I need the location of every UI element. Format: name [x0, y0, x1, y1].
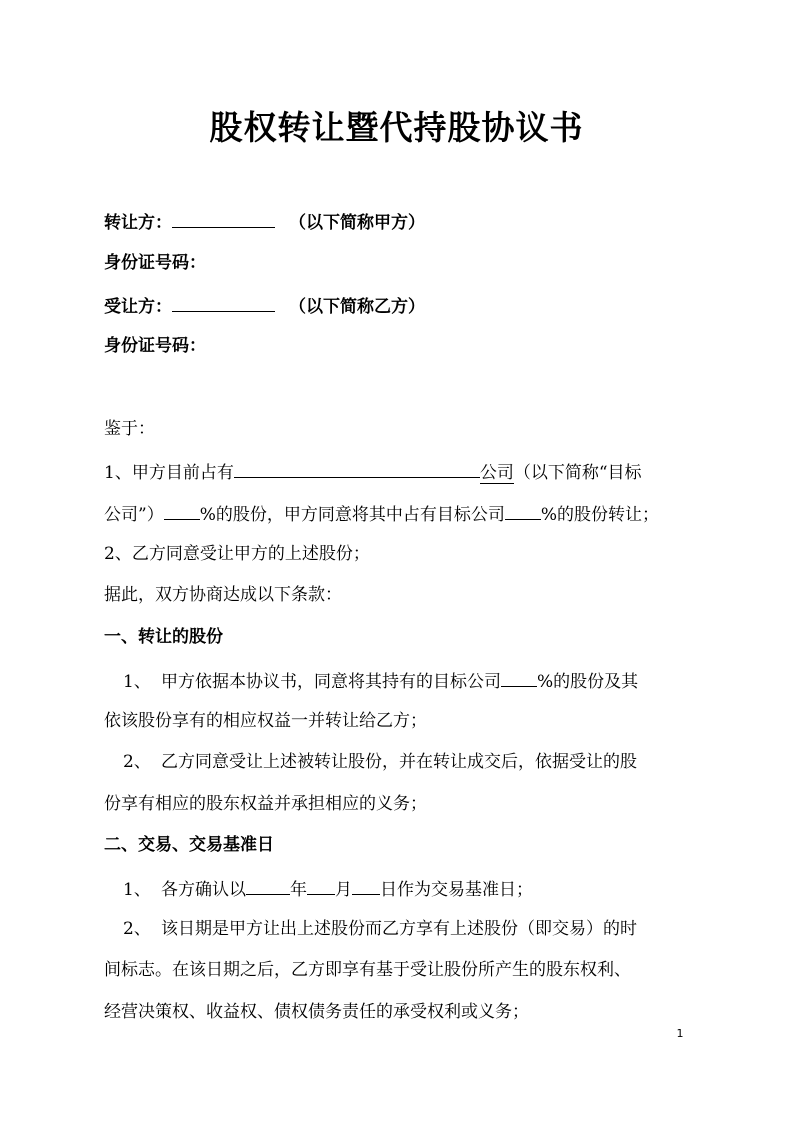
share-percent-blank	[501, 667, 537, 687]
transferor-name-blank	[172, 208, 275, 228]
recital-1-abbrev: （以下简称“目标	[513, 463, 642, 483]
section-1-item-2-line-1	[123, 750, 708, 774]
recital-1-line-1	[104, 458, 689, 485]
item-text: 乙方同意受让上述被转让股份，并在转让成交后，依据受让的股	[161, 752, 637, 772]
section-1-heading: 一、转让的股份	[104, 627, 223, 647]
section-1-item-1-line-1	[123, 667, 708, 694]
total-percent-blank	[164, 500, 200, 520]
transferor-note: （以下简称甲方）	[289, 213, 425, 233]
recital-2: 2、乙方同意受让甲方的上述股份；	[104, 544, 370, 564]
transferee-note: （以下简称乙方）	[289, 297, 425, 317]
item-number: 1、	[123, 880, 151, 900]
page-number: 1	[676, 1027, 684, 1040]
item-text-end: %的股份及其	[537, 672, 639, 692]
month-blank	[307, 875, 335, 895]
section-1-item-1-line-2: 依该股份享有的相应权益一并转让给乙方；	[104, 711, 427, 731]
recital-1-share-text: %的股份，甲方同意将其中占有目标公司	[199, 505, 505, 525]
item-text: 各方确认以	[161, 880, 246, 900]
recital-1-company-close: 公司”）	[104, 505, 164, 525]
whereas-label: 鉴于：	[104, 419, 155, 439]
transferor-label: 转让方：	[104, 213, 172, 233]
transferee-label: 受让方：	[104, 297, 172, 317]
recital-1-line-2	[104, 500, 689, 527]
recital-1-company: 公司	[479, 463, 514, 483]
item-text: 甲方依据本协议书，同意将其持有的目标公司	[161, 672, 501, 692]
item-text: 该日期是甲方让出上述股份而乙方享有上述股份（即交易）的时	[161, 919, 637, 939]
transferee-name-blank	[172, 292, 275, 312]
section-2-item-2-line-1	[123, 917, 708, 941]
transferee-id-label: 身份证号码：	[104, 336, 206, 356]
section-1-item-2-line-2: 份享有相应的股东权益并承担相应的义务；	[104, 794, 427, 814]
document-title: 股权转让暨代持股协议书	[209, 108, 584, 147]
company-name-blank	[234, 458, 480, 478]
day-blank	[352, 875, 380, 895]
transferor-id-label: 身份证号码：	[104, 253, 206, 273]
transfer-percent-blank	[505, 500, 541, 520]
year-blank	[246, 875, 290, 895]
section-2-heading: 二、交易、交易基准日	[104, 835, 274, 855]
item-number: 1、	[123, 672, 151, 692]
item-number: 2、	[123, 752, 151, 772]
year-label: 年	[290, 880, 307, 900]
transferee-line	[104, 292, 689, 319]
section-2-item-1	[123, 875, 708, 902]
month-label: 月	[335, 880, 352, 900]
transferor-line	[104, 208, 689, 235]
agreement-intro: 据此，双方协商达成以下条款：	[104, 585, 342, 605]
day-label: 日作为交易基准日；	[380, 880, 533, 900]
section-2-item-2-line-2: 间标志。在该日期之后，乙方即享有基于受让股份所产生的股东权利、	[104, 960, 631, 980]
item-number: 2、	[123, 919, 151, 939]
recital-1-end: %的股份转让；	[540, 505, 660, 525]
section-2-item-2-line-3: 经营决策权、收益权、债权债务责任的承受权利或义务；	[104, 1002, 529, 1022]
recital-1-text: 1、甲方目前占有	[104, 463, 234, 483]
